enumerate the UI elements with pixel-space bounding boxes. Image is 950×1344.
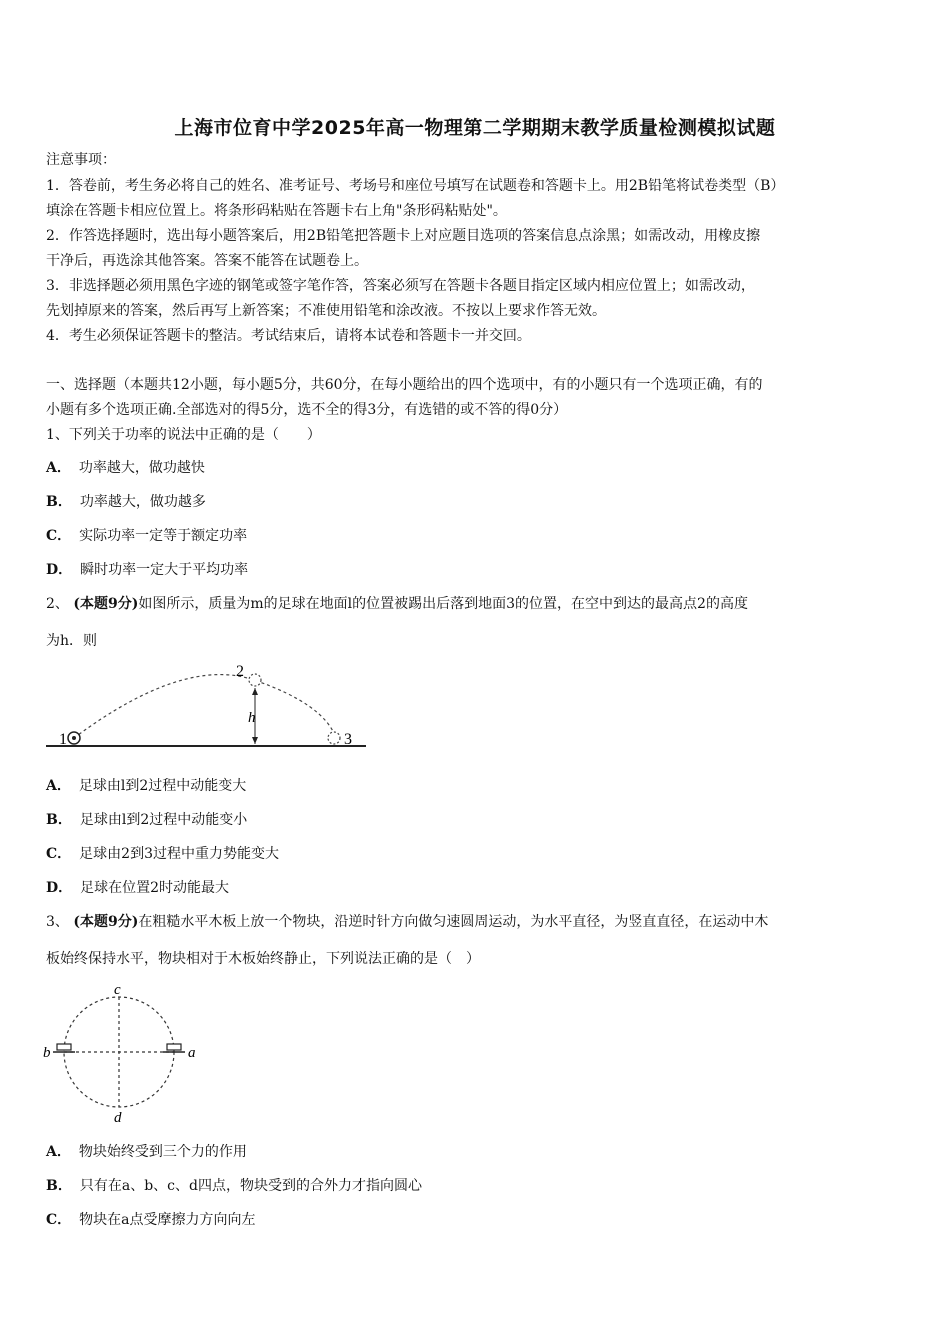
- option-label: C．: [46, 528, 72, 544]
- height-arrow-top-icon: [252, 688, 258, 695]
- q2-option-d: [46, 879, 229, 897]
- option-text: 功率越大，做功越快: [78, 460, 205, 476]
- label-b: b: [43, 1045, 51, 1061]
- q2-option-c: [46, 845, 279, 863]
- question-1-stem: 1、下列关于功率的说法中正确的是（ ）: [46, 427, 321, 443]
- question-number: 2、: [46, 596, 69, 612]
- label-d: d: [114, 1110, 122, 1124]
- q1-option-d: [46, 561, 248, 579]
- q1-option-a: [46, 459, 205, 477]
- option-text: 瞬时功率一定大于平均功率: [80, 562, 249, 578]
- option-text: 足球由l到2过程中动能变小: [79, 812, 248, 828]
- option-text: 足球由l到2过程中动能变大: [78, 778, 247, 794]
- height-arrow-bottom-icon: [252, 737, 258, 744]
- option-text: 实际功率一定等于额定功率: [79, 528, 248, 544]
- q2-option-b: [46, 811, 247, 829]
- question-text: 在粗糙水平木板上放一个物块，沿逆时针方向做匀速圆周运动，为水平直径，为竖直直径，在运动中木: [138, 914, 769, 930]
- option-label: B．: [46, 812, 72, 828]
- notice-heading: 注意事项：: [46, 152, 116, 168]
- option-label: A．: [46, 460, 71, 476]
- notice-line: 2．作答选择题时，选出每小题答案后，用2B铅笔把答题卡上对应题目选项的答案信息点涂黑；如需改动，用橡皮擦: [46, 228, 761, 244]
- exam-title: 上海市位育中学2025年高一物理第二学期期末教学质量检测模拟试题: [174, 117, 776, 139]
- q3-option-a: [46, 1143, 247, 1161]
- q3-option-b: [46, 1177, 422, 1195]
- option-text: 足球由2到3过程中重力势能变大: [79, 846, 279, 862]
- block-a-icon: [167, 1044, 181, 1050]
- q2-option-a: [46, 777, 246, 795]
- option-text: 物块在a点受摩擦力方向向左: [79, 1212, 256, 1228]
- circular-motion-figure: [40, 982, 212, 1124]
- question-score: (本题9分): [73, 596, 139, 612]
- question-2-stem: [46, 595, 908, 613]
- label-point-3: 3: [344, 731, 352, 748]
- question-text: 如图所示，质量为m的足球在地面l的位置被踢出后落到地面3的位置，在空中到达的最高点2的高度: [138, 596, 748, 612]
- ball-1-dot: [72, 736, 76, 740]
- q1-option-c: [46, 527, 247, 545]
- question-3-stem-cont: 板始终保持水平，物块相对于木板始终静止，下列说法正确的是（ ）: [46, 951, 480, 967]
- section-heading: 小题有多个选项正确.全部选对的得5分，选不全的得3分，有选错的或不答的得0分）: [46, 402, 568, 418]
- option-label: C．: [46, 846, 72, 862]
- q3-option-c: [46, 1211, 256, 1229]
- label-a: a: [188, 1045, 196, 1061]
- trajectory-path: [74, 675, 336, 738]
- notice-line: 填涂在答题卡相应位置上。将条形码粘贴在答题卡右上角"条形码粘贴处"。: [46, 203, 507, 219]
- option-label: B．: [46, 1178, 72, 1194]
- option-label: A．: [46, 1144, 71, 1160]
- option-text: 足球在位置2时动能最大: [80, 880, 230, 896]
- option-label: D．: [46, 880, 73, 896]
- option-text: 物块始终受到三个力的作用: [78, 1144, 247, 1160]
- question-number: 3、: [46, 914, 69, 930]
- question-score: (本题9分): [73, 914, 139, 930]
- label-point-1: 1: [59, 731, 67, 748]
- question-3-stem: [46, 913, 908, 931]
- notice-line: 4．考生必须保证答题卡的整洁。考试结束后，请将本试卷和答题卡一并交回。: [46, 328, 531, 344]
- q1-option-b: [46, 493, 206, 511]
- option-text: 功率越大，做功越多: [79, 494, 206, 510]
- block-b-icon: [57, 1044, 71, 1050]
- option-label: C．: [46, 1212, 72, 1228]
- option-text: 只有在a、b、c、d四点，物块受到的合外力才指向圆心: [79, 1178, 422, 1194]
- label-height: h: [248, 710, 256, 726]
- notice-line: 干净后，再选涂其他答案。答案不能答在试题卷上。: [46, 253, 368, 269]
- label-point-2: 2: [236, 663, 244, 680]
- option-label: D．: [46, 562, 73, 578]
- section-heading: 一、选择题（本题共12小题，每小题5分，共60分，在每小题给出的四个选项中，有的小题只有一个选项正确，有的: [46, 377, 763, 393]
- ball-2-icon: [249, 674, 261, 686]
- label-c: c: [114, 982, 121, 998]
- ball-3-icon: [328, 732, 340, 744]
- football-trajectory-figure: [44, 658, 370, 754]
- notice-line: 先划掉原来的答案，然后再写上新答案；不准使用铅笔和涂改液。不按以上要求作答无效。: [46, 303, 606, 319]
- notice-line: 1．答卷前，考生务必将自己的姓名、准考证号、考场号和座位号填写在试题卷和答题卡上。用2B铅笔将试卷类型（B）: [46, 178, 785, 194]
- option-label: B．: [46, 494, 72, 510]
- option-label: A．: [46, 778, 71, 794]
- question-2-stem-cont: 为h．则: [46, 633, 98, 649]
- notice-line: 3．非选择题必须用黑色字迹的钢笔或签字笔作答，答案必须写在答题卡各题目指定区域内相应位置上；如需改动，: [46, 278, 755, 294]
